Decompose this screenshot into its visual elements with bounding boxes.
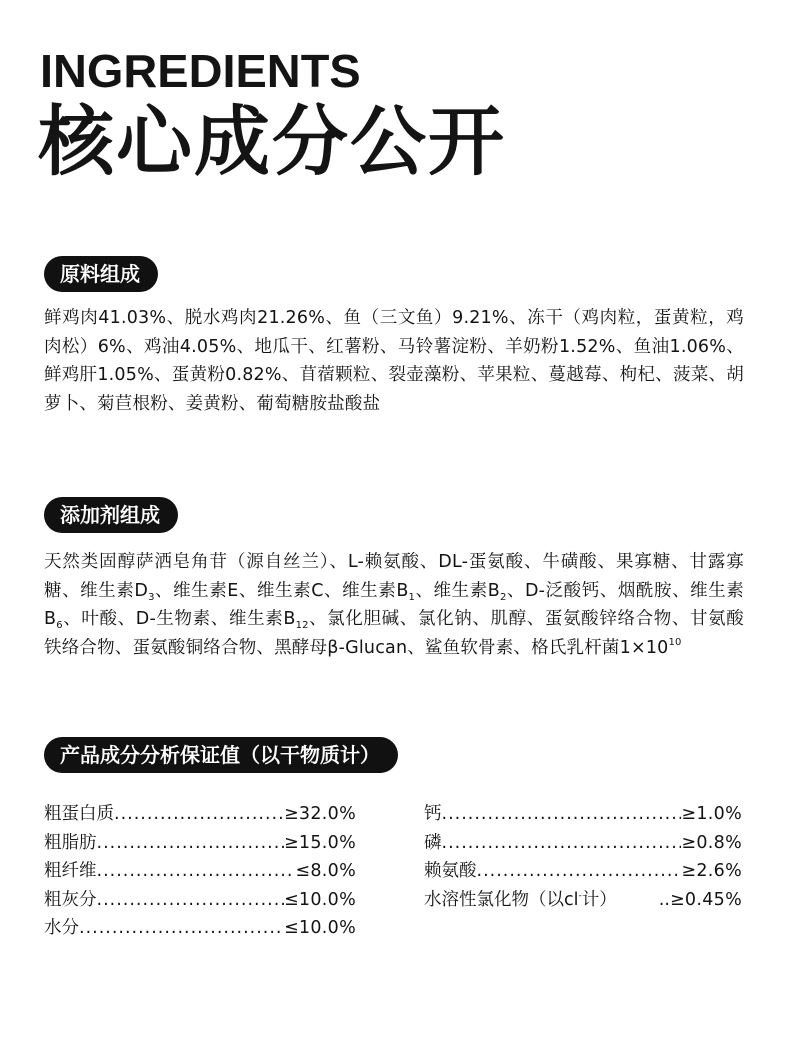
analysis-item-value: ≤10.0% xyxy=(283,889,356,910)
additives-text: 天然类固醇萨洒皂角苷（源自丝兰）、L-赖氨酸、DL-蛋氨酸、牛磺酸、果寡糖、甘露寡糖、维生素$D_3$、维生素E、维生素C、维生素$B_1$、维生素$B_2$、D-泛酸钙、烟酰胺、维生素$B_6$、叶酸、D-生物素、维生素$B_{12}$、氯化胆碱、氯化钠、肌醇、蛋氨酸锌络合物、甘氨酸铁络合物、蛋氨酸铜络合物、黑酵母β-Glucan、鲨鱼软骨素、格氏乳杆菌$1\times 10^{10}$ xyxy=(44,552,745,658)
analysis-item-value: ≤10.0% xyxy=(283,918,356,938)
leader-dots xyxy=(97,829,284,858)
analysis-item-name: 水溶性氯化物（以cl-计） xyxy=(424,889,617,910)
page-title-en: INGREDIENTS xyxy=(40,45,361,97)
leader-dots xyxy=(97,886,284,915)
analysis-item-name: 钙 xyxy=(424,804,442,824)
analysis-row xyxy=(44,800,356,829)
analysis-item-name: 粗蛋白质 xyxy=(44,804,114,824)
leader-dots xyxy=(114,800,284,829)
leader-dots xyxy=(477,857,682,886)
analysis-item-value: ≤8.0% xyxy=(295,861,356,881)
leader-dots xyxy=(442,829,682,858)
analysis-item-value: ≥0.45% xyxy=(669,889,742,910)
leader-dots-short: .. xyxy=(658,889,670,910)
raw-materials-text: 鲜鸡肉41.03%、脱水鸡肉21.26%、鱼（三文鱼）9.21%、冻干（鸡肉粒，蛋黄粒，鸡肉松）6%、鸡油4.05%、地瓜干、红薯粉、马铃薯淀粉、羊奶粉1.52%、鱼油1.06%、鲜鸡肝1.05%、蛋黄粉0.82%、苜蓿颗粒、裂壶藻粉、苹果粒、蔓越莓、枸杞、菠菜、胡萝卜、菊苣根粉、姜黄粉、葡萄糖胺盐酸盐 xyxy=(44,308,744,414)
analysis-item-value: ≥2.6% xyxy=(681,861,742,881)
analysis-column-left xyxy=(44,800,356,943)
leader-dots xyxy=(442,800,682,829)
analysis-item-value: ≥1.0% xyxy=(681,804,742,824)
analysis-row xyxy=(44,886,356,915)
analysis-item-name: 粗纤维 xyxy=(44,861,97,881)
analysis-item-name: 磷 xyxy=(424,832,442,853)
leader-dots xyxy=(79,914,284,943)
section-label-guaranteed-analysis: 产品成分分析保证值（以干物质计） xyxy=(44,737,398,773)
analysis-row xyxy=(424,857,742,886)
analysis-item-name: 粗脂肪 xyxy=(44,832,97,853)
analysis-item-name: 水分 xyxy=(44,918,79,938)
analysis-column-right xyxy=(424,800,742,914)
analysis-row xyxy=(424,829,742,858)
analysis-item-value: ≥15.0% xyxy=(283,832,356,853)
leader-dots xyxy=(97,857,296,886)
analysis-item-value: ≥0.8% xyxy=(681,832,742,853)
analysis-item-value: ≥32.0% xyxy=(283,804,356,824)
analysis-row xyxy=(424,800,742,829)
section-label-raw-materials: 原料组成 xyxy=(44,256,158,292)
page-title-cn: 核心成分公开 xyxy=(38,97,506,186)
analysis-row xyxy=(44,857,356,886)
section-label-additives: 添加剂组成 xyxy=(44,497,178,533)
analysis-row xyxy=(424,886,742,915)
analysis-row xyxy=(44,829,356,858)
analysis-row xyxy=(44,914,356,943)
analysis-item-name: 粗灰分 xyxy=(44,889,97,910)
analysis-item-name: 赖氨酸 xyxy=(424,861,477,881)
